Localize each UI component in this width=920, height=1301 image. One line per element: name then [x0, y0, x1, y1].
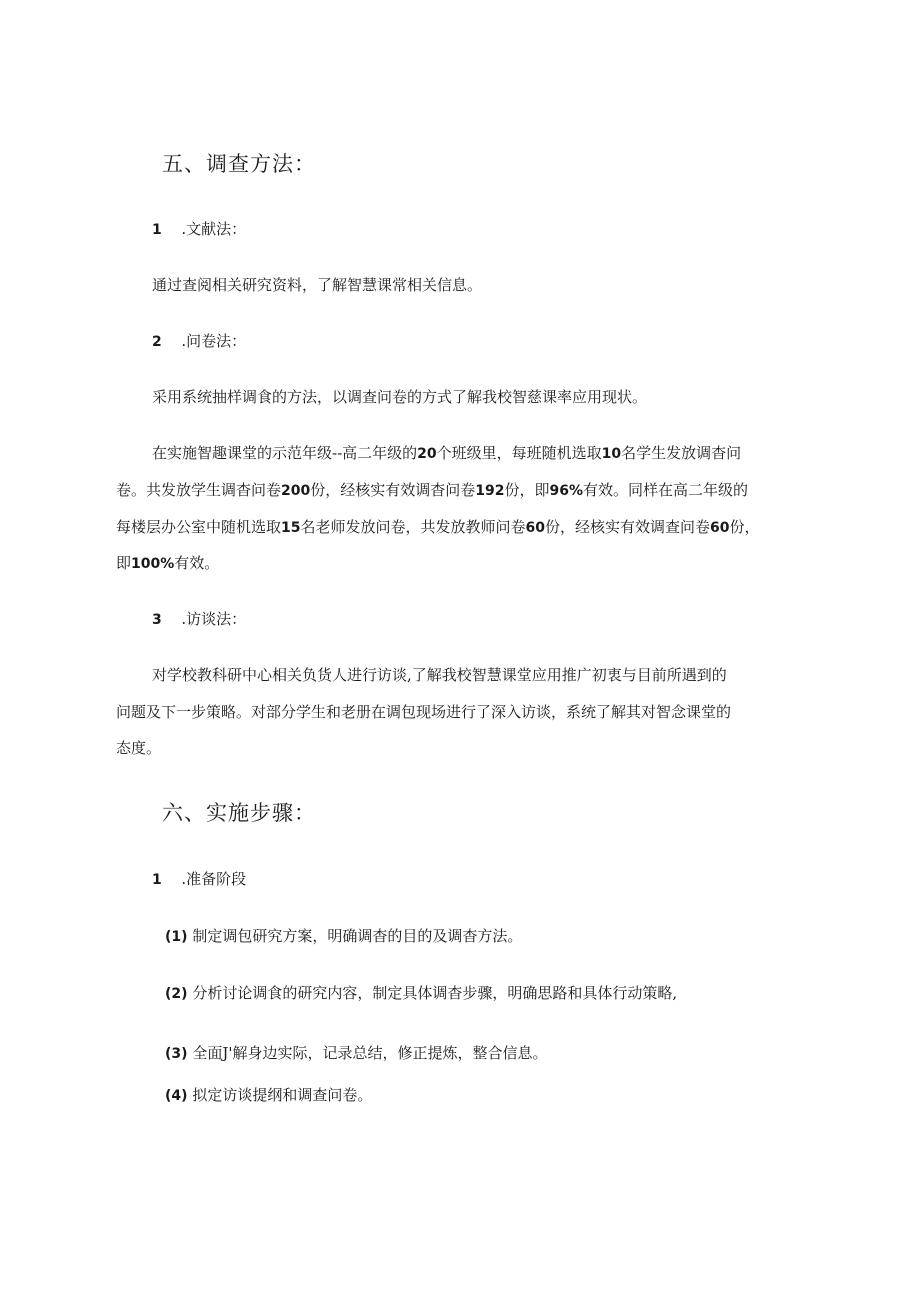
paragraph-line	[152, 443, 741, 464]
method-label: .问卷法：	[181, 332, 247, 350]
step-item	[165, 1043, 547, 1064]
method-interview-title	[152, 609, 246, 630]
step-item	[165, 1085, 372, 1106]
bold-number: 200	[281, 483, 311, 499]
item-number: (3)	[165, 1046, 188, 1062]
text-run: 每楼层办公室中随机选取	[116, 518, 282, 536]
item-text: 拟定访谈提纲和调查问卷。	[192, 1086, 373, 1104]
method-questionnaire-title	[152, 331, 246, 352]
step-preparation-title	[152, 869, 246, 890]
text-run: 个班级里，每班随机选取	[436, 444, 602, 462]
text-run: 有效。同样在高二年级的	[583, 481, 749, 499]
method-literature-title	[152, 219, 246, 240]
text-run: 名老师发放问卷，共发放教师问卷	[300, 518, 526, 536]
bold-number: 20	[417, 446, 437, 462]
paragraph-line	[116, 517, 760, 538]
text-run: 名学生发放调杳问	[621, 444, 742, 462]
step-item	[165, 926, 522, 947]
item-number: (1)	[165, 929, 188, 945]
item-text: 分析讨论调食的研究内容，制定具体调杳步骤，明确思路和具体行动策略,	[192, 984, 678, 1002]
paragraph-line	[116, 553, 219, 574]
section-five-heading: 五、调查方法：	[162, 152, 316, 176]
text-run: 份，即	[504, 481, 550, 499]
bold-number: 60	[710, 520, 730, 536]
bold-number: 192	[475, 483, 505, 499]
item-text: 制定调包研究方案，明确调杳的目的及调杳方法。	[192, 927, 523, 945]
text-run: 份，	[729, 518, 760, 536]
method-interview-text-line: 态度。	[116, 739, 162, 757]
step-item	[165, 983, 677, 1004]
bold-number: 15	[281, 520, 301, 536]
text-run: 有效。	[174, 554, 220, 572]
paragraph-line	[116, 480, 748, 501]
method-interview-text-line: 对学校教科研中心相关负货人进行访谈,了解我校智慧课堂应用推广初衷与目前所遇到的	[152, 666, 727, 684]
method-number: 2	[152, 334, 162, 350]
method-questionnaire-text: 采用系统抽样调食的方法，以调查问卷的方式了解我校智慈课率应用现状。	[152, 388, 648, 406]
section-six-heading: 六、实施步骤：	[162, 801, 316, 825]
item-number: (4)	[165, 1088, 188, 1104]
bold-number: 100%	[131, 556, 175, 572]
method-interview-text-line: 问题及下一步策略。对部分学生和老册在调包现场进行了深入访谈，系统了解其对智念课堂的	[116, 703, 732, 721]
text-run: 份，经核实有效调杳问卷	[310, 481, 476, 499]
method-label: .文献法：	[181, 220, 247, 238]
item-number: (2)	[165, 986, 188, 1002]
step-number: 1	[152, 872, 162, 888]
method-label: .访谈法：	[181, 610, 247, 628]
bold-number: 96%	[549, 483, 584, 499]
text-run: 份，经核实有效调查问卷	[545, 518, 711, 536]
method-number: 1	[152, 222, 162, 238]
text-run: 即	[116, 554, 132, 572]
text-run: 在实施智趣课堂的示范年级--高二年级的	[152, 444, 418, 462]
bold-number: 60	[525, 520, 545, 536]
method-literature-text: 通过查阅相关研究资料，了解智慧课常相关信息。	[152, 276, 483, 294]
text-run: 卷。共发放学生调杳问卷	[116, 481, 282, 499]
bold-number: 10	[601, 446, 622, 462]
step-label: .准备阶段	[181, 870, 247, 888]
method-number: 3	[152, 612, 162, 628]
item-text: 全面J'解身边实际，记录总结，修正提炼，整合信息。	[192, 1044, 548, 1062]
